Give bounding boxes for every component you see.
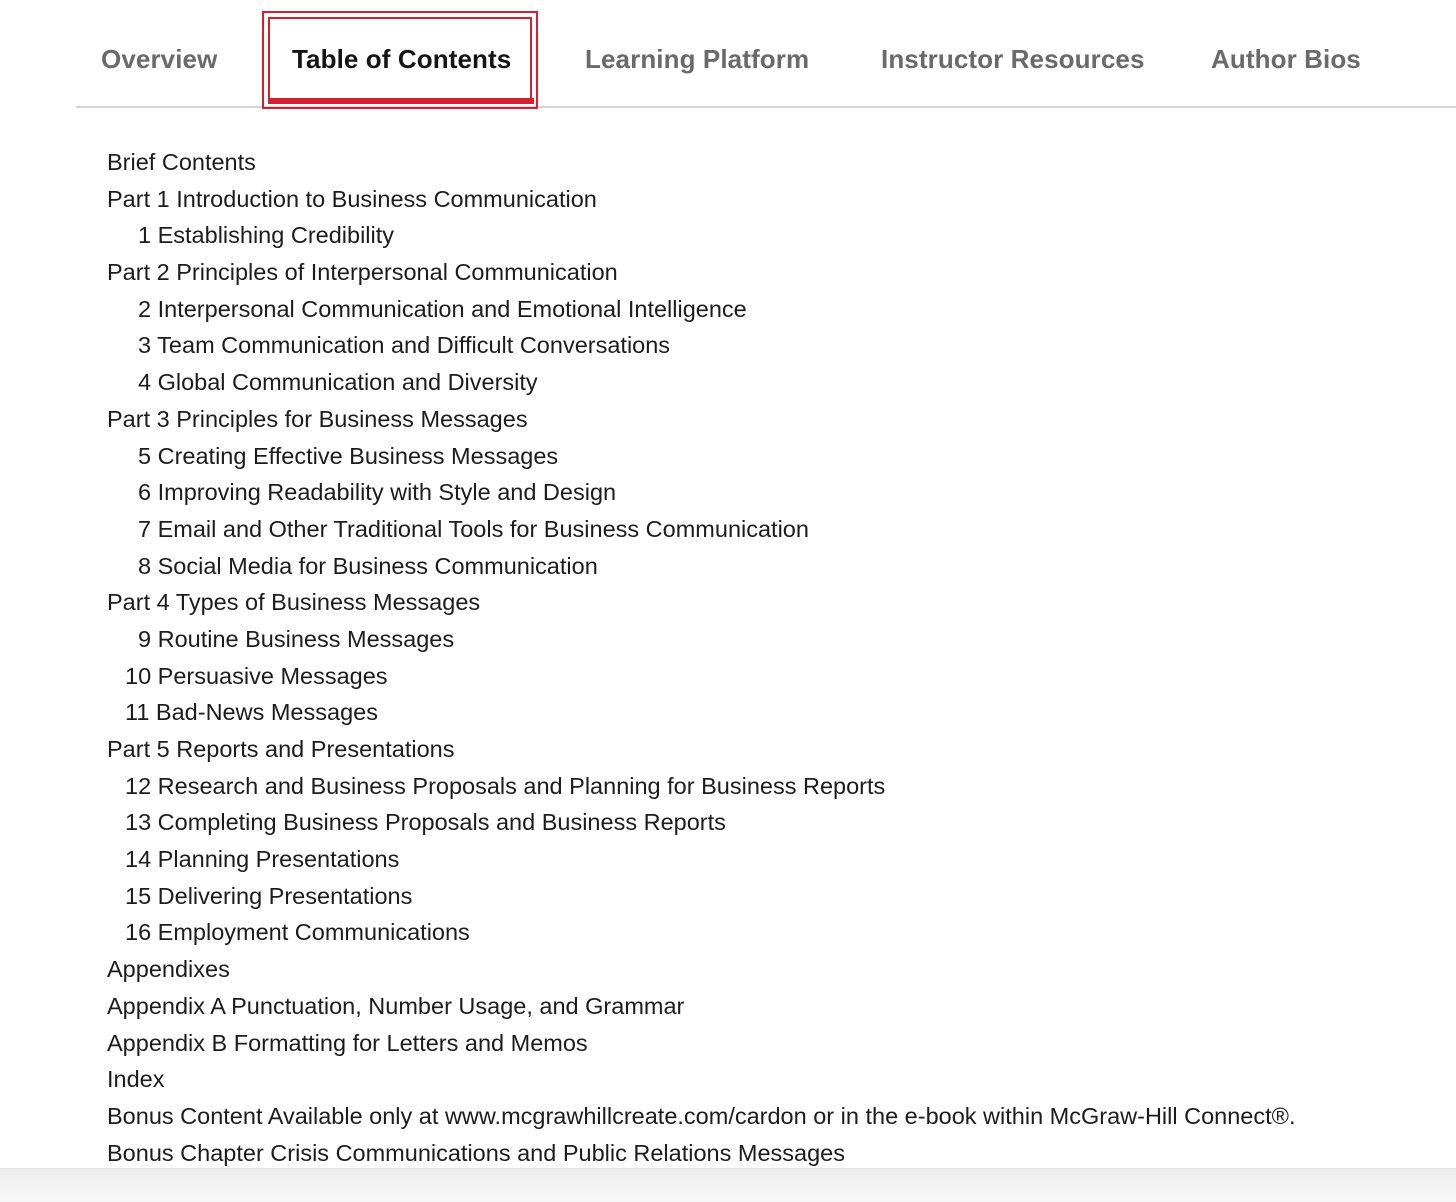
tab-learning-platform[interactable]: Learning Platform (585, 44, 810, 74)
toc-chapter: 15 Delivering Presentations (125, 882, 413, 909)
table-of-contents-list (107, 144, 1296, 1171)
toc-part: Part 1 Introduction to Business Communication (107, 185, 597, 212)
tab-overview[interactable]: Overview (101, 44, 218, 74)
toc-bonus-chapter: Bonus Chapter Crisis Communications and Public Relations Messages (107, 1139, 845, 1166)
toc-chapter: 2 Interpersonal Communication and Emotional Intelligence (138, 295, 747, 322)
toc-chapter: 16 Employment Communications (125, 919, 470, 946)
toc-chapter: 7 Email and Other Traditional Tools for Business Communication (138, 515, 809, 542)
toc-chapter: 10 Persuasive Messages (125, 662, 388, 689)
toc-chapter: 6 Improving Readability with Style and Design (138, 479, 617, 506)
toc-chapter: 5 Creating Effective Business Messages (138, 442, 559, 469)
toc-chapter: 9 Routine Business Messages (138, 625, 455, 652)
toc-chapter: 4 Global Communication and Diversity (138, 369, 538, 396)
toc-heading: Brief Contents (107, 149, 256, 175)
toc-chapter: 14 Planning Presentations (125, 846, 400, 873)
active-tab-indicator (268, 98, 534, 104)
toc-part: Part 4 Types of Business Messages (107, 589, 481, 616)
toc-chapter: 11 Bad-News Messages (125, 699, 378, 726)
tab-instructor-resources[interactable]: Instructor Resources (881, 44, 1145, 74)
toc-appendix: Appendix A Punctuation, Number Usage, and Grammar (107, 992, 685, 1019)
toc-bonus-note: Bonus Content Available only at www.mcgrawhillcreate.com/cardon or in the e-book within McGraw-Hill Connect®. (107, 1102, 1296, 1129)
toc-appendix: Appendix B Formatting for Letters and Memos (107, 1029, 588, 1056)
toc-section: Appendixes (107, 956, 230, 983)
toc-part: Part 5 Reports and Presentations (107, 736, 455, 762)
toc-chapter: 1 Establishing Credibility (138, 222, 395, 249)
tab-table-of-contents[interactable]: Table of Contents (292, 44, 512, 74)
toc-index: Index (107, 1066, 165, 1093)
tab-author-bios[interactable]: Author Bios (1211, 44, 1361, 74)
toc-chapter: 3 Team Communication and Difficult Conversations (138, 332, 671, 359)
toc-chapter: 12 Research and Business Proposals and Planning for Business Reports (125, 772, 886, 799)
toc-part: Part 3 Principles for Business Messages (107, 405, 528, 432)
toc-chapter: 8 Social Media for Business Communication (138, 552, 598, 579)
toc-chapter: 13 Completing Business Proposals and Business Reports (125, 809, 726, 836)
toc-part: Part 2 Principles of Interpersonal Communication (107, 259, 618, 286)
bottom-fade (0, 1168, 1456, 1202)
